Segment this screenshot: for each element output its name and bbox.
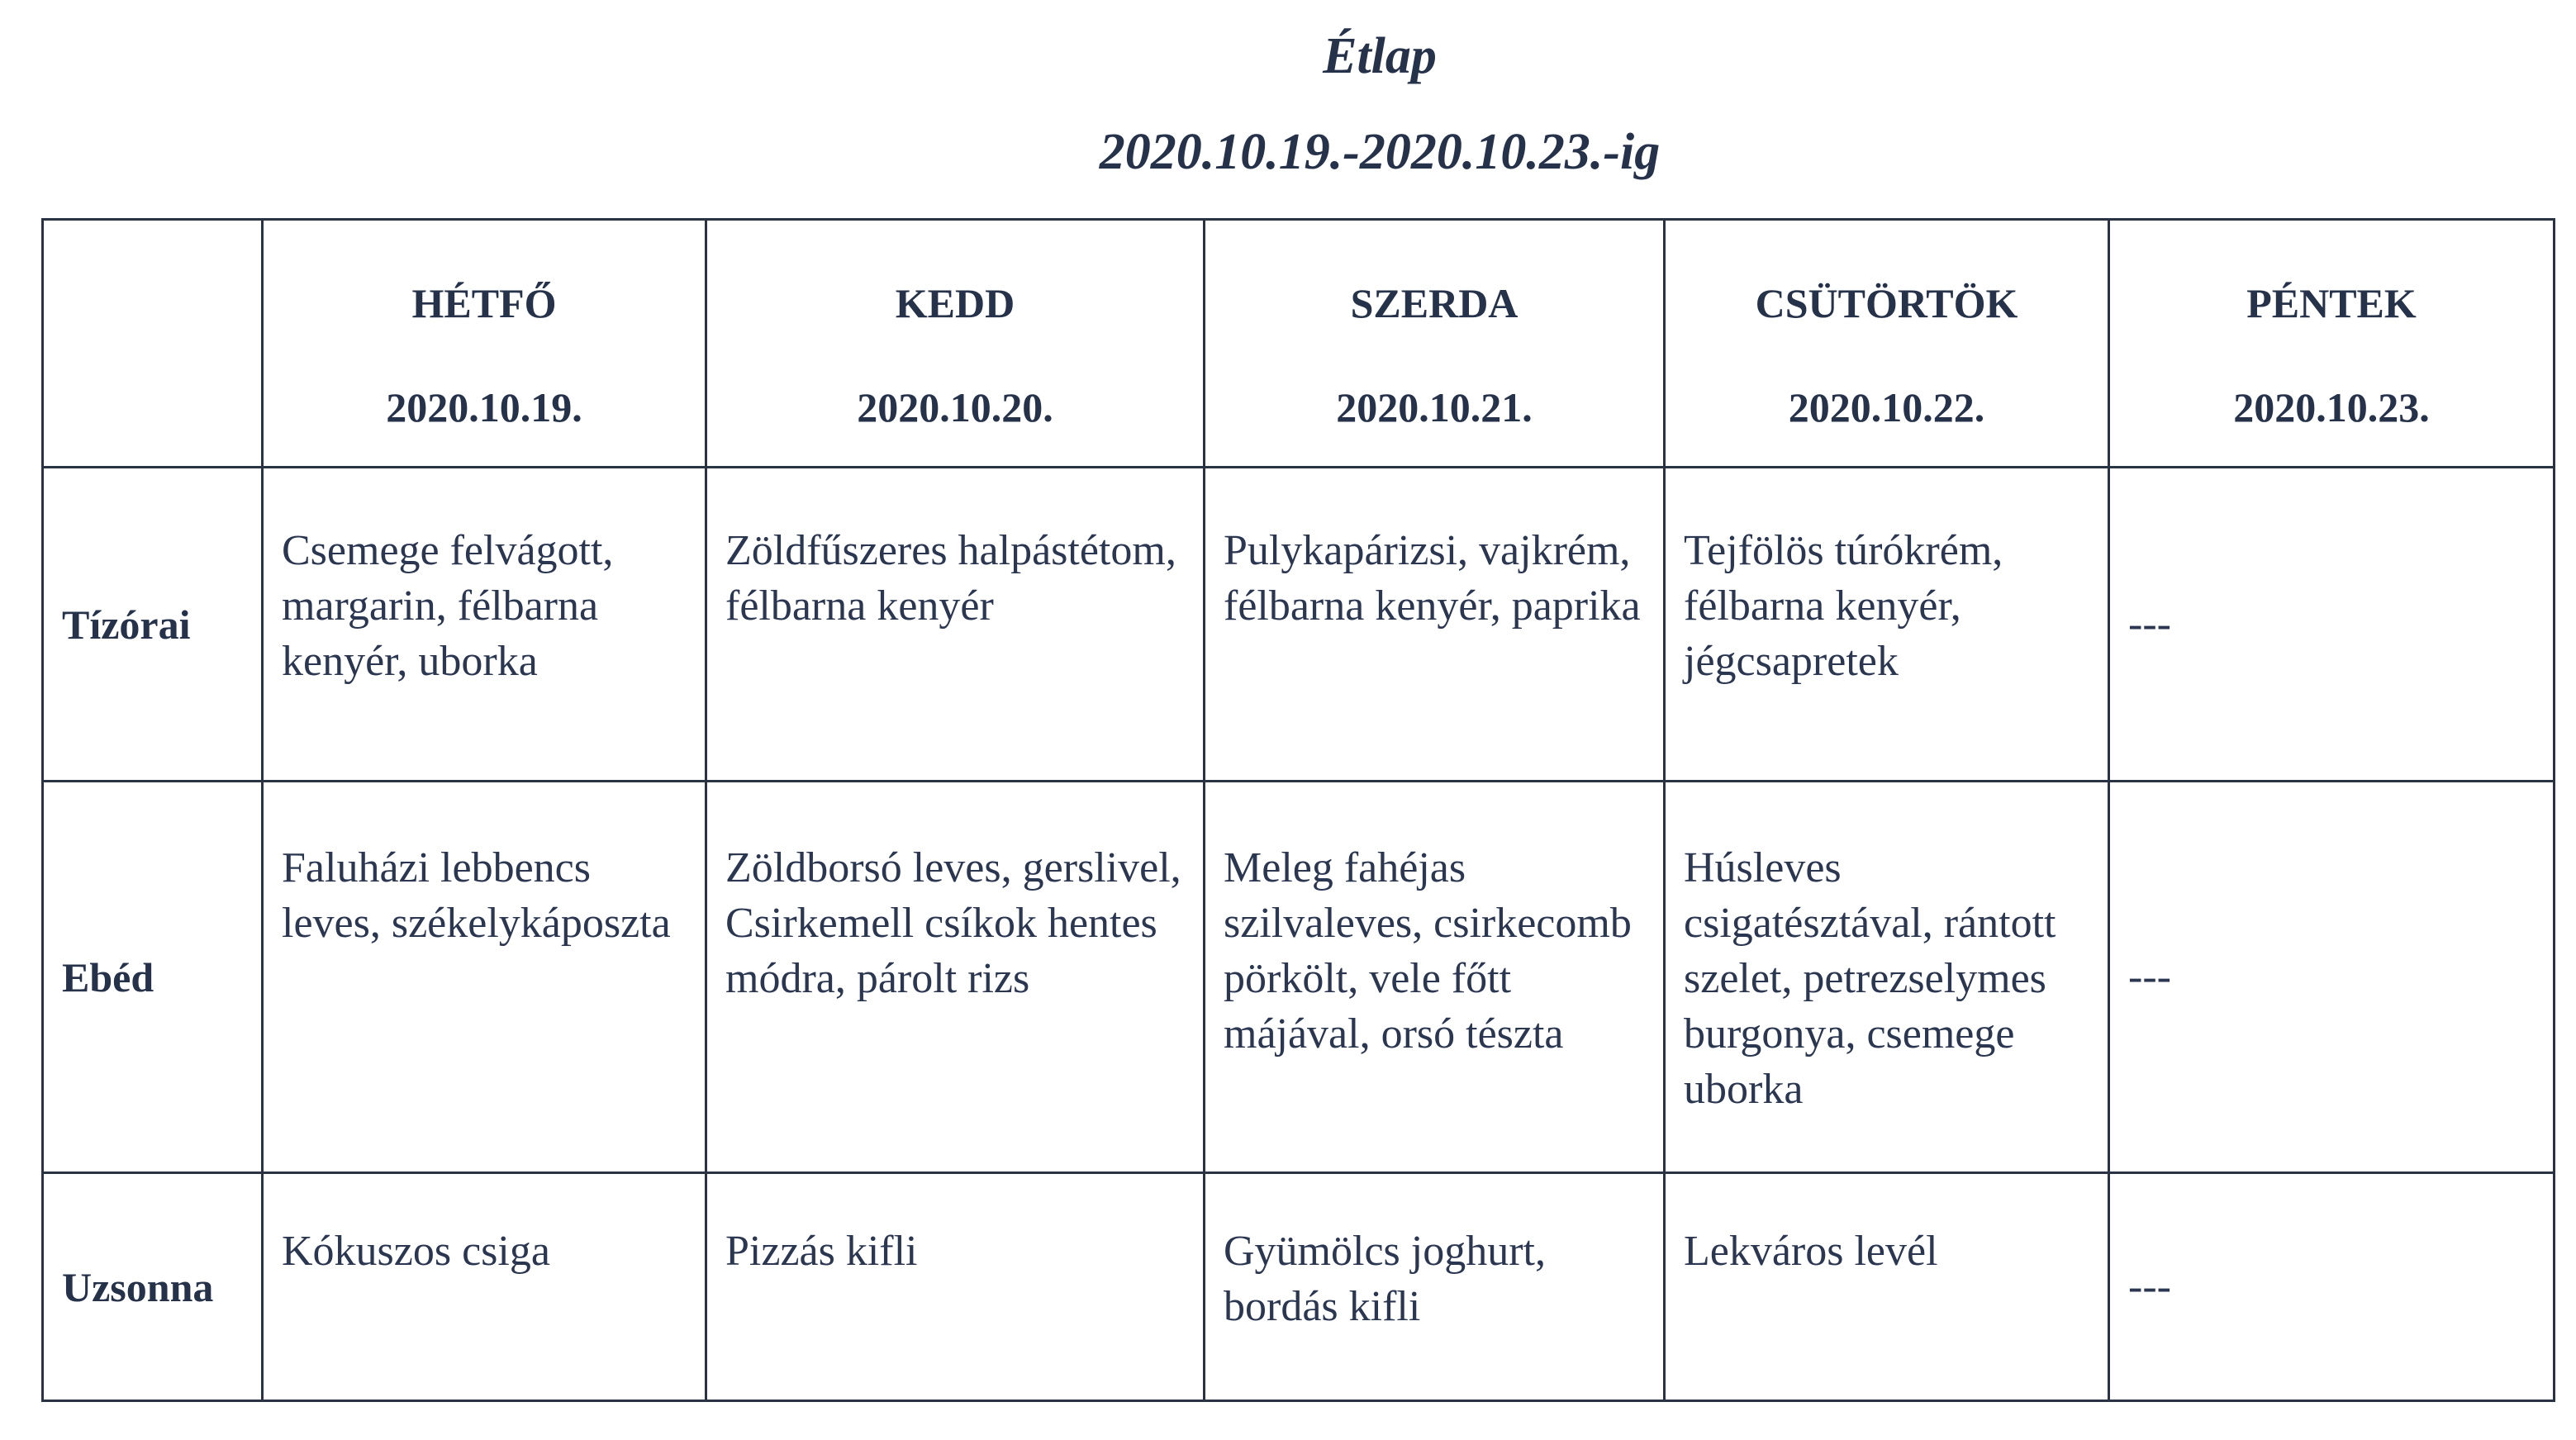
meal-cell: Faluházi lebbencs leves, székelykáposzta <box>263 782 706 1173</box>
day-date: 2020.10.19. <box>386 384 582 430</box>
meal-cell: Meleg fahéjas szilvaleves, csirkecomb pörkölt, vele főtt májával, orsó tészta <box>1205 782 1665 1173</box>
meal-cell: Pizzás kifli <box>706 1173 1205 1401</box>
meal-cell: Gyümölcs joghurt, bordás kifli <box>1205 1173 1665 1401</box>
meal-cell: Tejfölös túrókrém, félbarna kenyér, jégcsapretek <box>1665 468 2109 782</box>
day-date: 2020.10.20. <box>857 384 1053 430</box>
meal-cell: Kókuszos csiga <box>263 1173 706 1401</box>
page-subtitle: 2020.10.19.-2020.10.23.-ig <box>1099 124 1661 180</box>
meal-cell: Lekváros levél <box>1665 1173 2109 1401</box>
row-label-ebed: Ebéd <box>43 782 263 1173</box>
meal-cell-empty: --- <box>2109 782 2555 1173</box>
row-label-uzsonna: Uzsonna <box>43 1173 263 1401</box>
header-friday <box>2109 220 2555 468</box>
meal-cell: Pulykapárizsi, vajkrém, félbarna kenyér, paprika <box>1205 468 1665 782</box>
table-row-tizorai <box>43 468 2555 782</box>
day-name: CSÜTÖRTÖK <box>1755 280 2018 326</box>
meal-cell: Húsleves csigatésztával, rántott szelet, petrezselymes burgonya, csemege uborka <box>1665 782 2109 1173</box>
meal-cell: Zöldfűszeres halpástétom, félbarna kenyér <box>706 468 1205 782</box>
menu-table <box>41 218 2555 1402</box>
day-name: PÉNTEK <box>2246 280 2417 326</box>
row-label-tizorai: Tízórai <box>43 468 263 782</box>
table-row-ebed <box>43 782 2555 1173</box>
day-date: 2020.10.21. <box>1336 384 1533 430</box>
header-monday <box>263 220 706 468</box>
day-name: HÉTFŐ <box>411 280 557 326</box>
header-wednesday <box>1205 220 1665 468</box>
meal-cell: Zöldborsó leves, gerslivel, Csirkemell csíkok hentes módra, párolt rizs <box>706 782 1205 1173</box>
day-name: SZERDA <box>1350 280 1519 326</box>
table-row-uzsonna <box>43 1173 2555 1401</box>
table-header-row <box>43 220 2555 468</box>
day-name: KEDD <box>895 280 1015 326</box>
meal-cell-empty: --- <box>2109 1173 2555 1401</box>
header-corner-cell <box>43 220 263 468</box>
meal-cell-empty: --- <box>2109 468 2555 782</box>
page-title: Étlap <box>1323 28 1437 84</box>
header-thursday <box>1665 220 2109 468</box>
day-date: 2020.10.23. <box>2233 384 2430 430</box>
day-date: 2020.10.22. <box>1788 384 1985 430</box>
meal-cell: Csemege felvágott, margarin, félbarna kenyér, uborka <box>263 468 706 782</box>
header-tuesday <box>706 220 1205 468</box>
